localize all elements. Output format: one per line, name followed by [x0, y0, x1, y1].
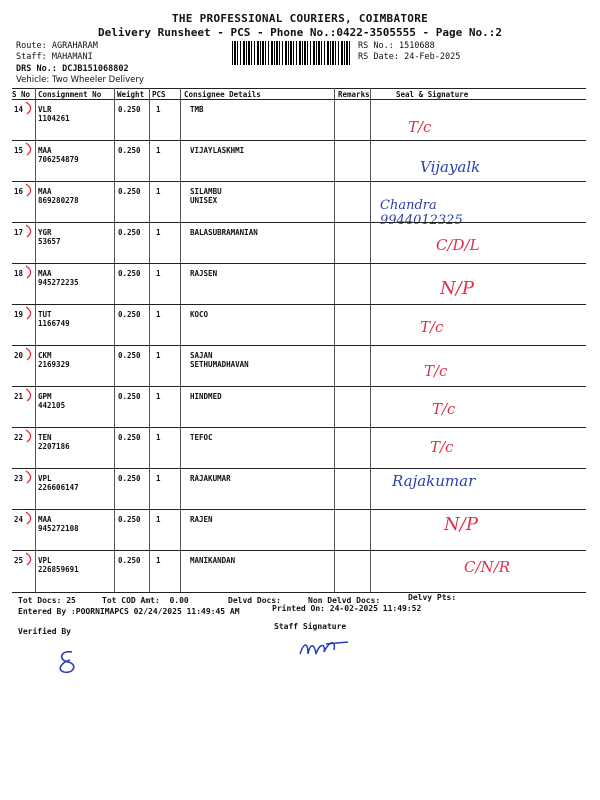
col-pcs: PCS: [152, 90, 166, 99]
row-consignee: SILAMBU UNISEX: [190, 187, 222, 205]
row-consignment-no: TUT 1166749: [38, 310, 70, 328]
col-divider: [114, 88, 115, 592]
row-consignee: KOCO: [190, 310, 209, 319]
company-title: THE PROFESSIONAL COURIERS, COIMBATORE: [171, 12, 429, 25]
row-weight: 0.250: [118, 474, 141, 483]
row-signature: T/c: [408, 118, 432, 136]
row-consignee: VIJAYLASKHMI: [190, 146, 245, 155]
row-tick-mark: [24, 264, 36, 280]
row-weight: 0.250: [118, 146, 141, 155]
row-signature: T/c: [430, 438, 454, 456]
row-consignment-no: VLR 1104261: [38, 105, 70, 123]
row-consignee: RAJAKUMAR: [190, 474, 231, 483]
row-pcs: 1: [156, 105, 161, 114]
row-signature: N/P: [440, 278, 474, 299]
row-weight: 0.250: [118, 433, 141, 442]
row-signature: T/c: [420, 318, 444, 336]
row-divider: [12, 263, 586, 264]
row-consignee: RAJSEN: [190, 269, 218, 278]
row-tick-mark: [24, 387, 36, 403]
row-pcs: 1: [156, 146, 161, 155]
row-weight: 0.250: [118, 556, 141, 565]
staff-line: Staff: MAHAMANI: [16, 52, 93, 62]
row-consignee: SAJAN SETHUMADHAVAN: [190, 351, 249, 369]
row-pcs: 1: [156, 515, 161, 524]
row-sno: 21: [14, 392, 24, 401]
row-tick-mark: [24, 551, 36, 567]
row-pcs: 1: [156, 556, 161, 565]
row-consignment-no: MAA 945272235: [38, 269, 79, 287]
entered-by: Entered By :POORNIMAPCS 02/24/2025 11:49:45 AM: [18, 607, 240, 616]
col-sno: S No: [12, 90, 31, 99]
row-consignment-no: TEN 2207186: [38, 433, 70, 451]
delvd-docs: Delvd Docs:: [228, 596, 281, 605]
row-weight: 0.250: [118, 351, 141, 360]
col-remarks: Remarks: [338, 90, 370, 99]
row-sno: 20: [14, 351, 24, 360]
tot-docs: Tot Docs: 25: [18, 596, 76, 605]
row-signature: Chandra 9944012325: [380, 198, 463, 228]
row-tick-mark: [24, 469, 36, 485]
row-consignment-no: CKM 2169329: [38, 351, 70, 369]
row-consignment-no: YGR 53657: [38, 228, 61, 246]
col-divider: [149, 88, 150, 592]
row-consignee: MANIKANDAN: [190, 556, 236, 565]
row-sno: 25: [14, 556, 24, 565]
table-top-border: [12, 88, 586, 89]
row-consignment-no: VPL 226606147: [38, 474, 79, 492]
row-consignee: TMB: [190, 105, 204, 114]
row-signature: N/P: [444, 514, 478, 535]
row-divider: [12, 140, 586, 141]
row-pcs: 1: [156, 392, 161, 401]
staff-signature-label: Staff Signature: [274, 622, 347, 631]
row-signature: T/c: [432, 400, 456, 418]
row-signature: T/c: [424, 362, 448, 380]
row-consignee: BALASUBRAMANIAN: [190, 228, 258, 237]
row-consignment-no: MAA 869280278: [38, 187, 79, 205]
col-seal-signature: Seal & Signature: [396, 90, 469, 99]
row-sno: 22: [14, 433, 24, 442]
barcode: [232, 41, 350, 65]
row-weight: 0.250: [118, 187, 141, 196]
row-weight: 0.250: [118, 105, 141, 114]
col-weight: Weight: [117, 90, 145, 99]
row-pcs: 1: [156, 310, 161, 319]
row-sno: 18: [14, 269, 24, 278]
rs-date-line: RS Date: 24-Feb-2025: [358, 52, 461, 62]
printed-on: Printed On: 24-02-2025 11:49:52: [272, 604, 422, 613]
row-divider: [12, 181, 586, 182]
row-sno: 19: [14, 310, 24, 319]
row-sno: 15: [14, 146, 24, 155]
col-consignment: Consignment No: [38, 90, 102, 99]
delvy-pts: Delvy Pts:: [408, 593, 457, 602]
row-divider: [12, 509, 586, 510]
row-signature: Vijayalk: [420, 158, 481, 176]
route-line: Route: AGRAHARAM: [16, 41, 98, 51]
tot-cod: Tot COD Amt: 0.00: [102, 596, 189, 605]
rs-no-line: RS No.: 1510688: [358, 41, 435, 51]
row-sno: 24: [14, 515, 24, 524]
row-pcs: 1: [156, 269, 161, 278]
row-consignee: HINDMED: [190, 392, 222, 401]
row-divider: [12, 304, 586, 305]
non-delvd-docs: Non Delvd Docs:: [308, 596, 381, 605]
row-pcs: 1: [156, 228, 161, 237]
row-weight: 0.250: [118, 392, 141, 401]
col-divider: [370, 88, 371, 592]
verified-signature-mark: [52, 648, 82, 676]
row-divider: [12, 427, 586, 428]
row-tick-mark: [24, 141, 36, 157]
row-consignment-no: VPL 226859691: [38, 556, 79, 574]
row-tick-mark: [24, 305, 36, 321]
row-divider: [12, 550, 586, 551]
row-tick-mark: [24, 223, 36, 239]
table-header-border: [12, 99, 586, 100]
row-weight: 0.250: [118, 515, 141, 524]
row-pcs: 1: [156, 187, 161, 196]
row-signature: C/D/L: [436, 236, 480, 254]
row-tick-mark: [24, 428, 36, 444]
table-bottom-border: [12, 592, 586, 593]
row-consignee: TEFOC: [190, 433, 213, 442]
row-sno: 16: [14, 187, 24, 196]
row-tick-mark: [24, 100, 36, 116]
row-divider: [12, 222, 586, 223]
row-pcs: 1: [156, 474, 161, 483]
col-consignee: Consignee Details: [184, 90, 261, 99]
row-weight: 0.250: [118, 310, 141, 319]
row-tick-mark: [24, 510, 36, 526]
row-pcs: 1: [156, 351, 161, 360]
row-consignment-no: GPM 442105: [38, 392, 66, 410]
vehicle-line: Vehicle: Two Wheeler Delivery: [16, 75, 144, 85]
row-divider: [12, 386, 586, 387]
row-divider: [12, 345, 586, 346]
verified-by: Verified By: [18, 627, 71, 636]
staff-signature-mark: [296, 634, 356, 662]
runsheet-title: Delivery Runsheet - PCS - Phone No.:0422-3505555 - Page No.:2: [98, 26, 502, 39]
row-tick-mark: [24, 182, 36, 198]
row-signature: Rajakumar: [392, 472, 476, 490]
row-sno: 14: [14, 105, 24, 114]
row-sno: 17: [14, 228, 24, 237]
row-tick-mark: [24, 346, 36, 362]
drs-line: DRS No.: DCJB151068802: [16, 64, 129, 74]
row-signature: C/N/R: [464, 558, 511, 576]
row-weight: 0.250: [118, 269, 141, 278]
row-consignee: RAJEN: [190, 515, 213, 524]
row-divider: [12, 468, 586, 469]
row-consignment-no: MAA 945272108: [38, 515, 79, 533]
row-weight: 0.250: [118, 228, 141, 237]
row-sno: 23: [14, 474, 24, 483]
row-consignment-no: MAA 706254879: [38, 146, 79, 164]
row-pcs: 1: [156, 433, 161, 442]
col-divider: [180, 88, 181, 592]
col-divider: [334, 88, 335, 592]
